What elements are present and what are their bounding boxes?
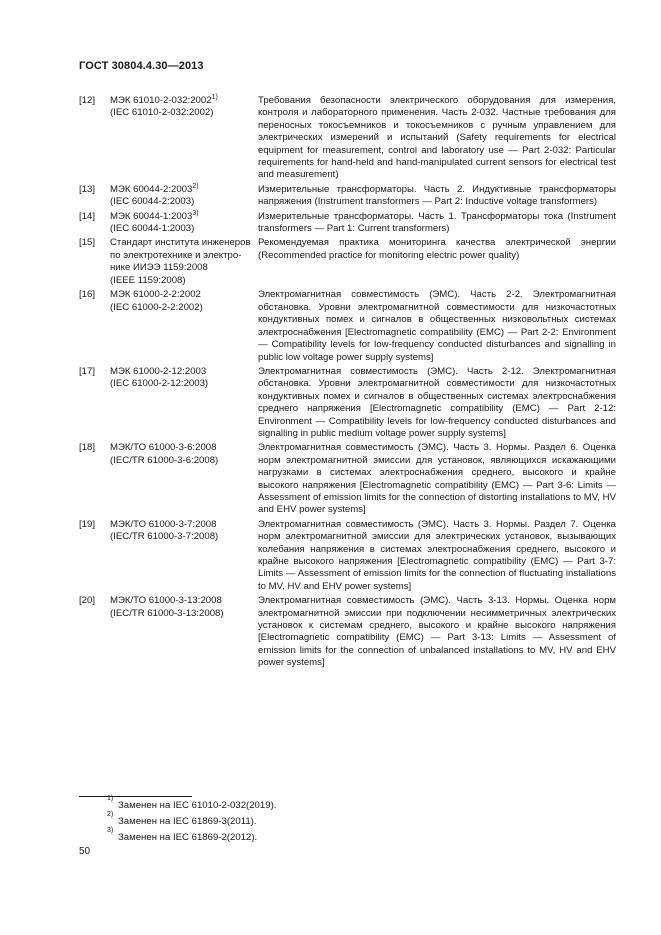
standard-line: (IEC 60044-1:2003) [110,223,195,235]
reference-entry [79,237,616,287]
reference-title: Измерительные трансформаторы. Часть 1. Трансформаторы тока (Instrument transformers — Part 1: Current transformers) [258,210,616,235]
footnote: 1) Заменен на IEC 61010-2-032(2019). [107,795,277,811]
reference-standard [110,237,254,287]
standard-line: по электротехнике и электро- [110,249,242,261]
references-list [79,95,616,672]
standard-line: МЭК 60044-2:2003$^{2)}$ [110,182,199,195]
standard-line: МЭК 61010-2-032:2002$^{1)}$ [110,94,218,106]
footnote: 2) Заменен на IEC 61869-3(2011). [107,811,257,827]
standard-line: (IEC/TR 61000-3-13:2008) [110,607,224,619]
reference-standard [110,519,254,544]
footnote: 3) Заменен на IEC 61869-2(2012). [107,827,258,843]
standard-line: (IEC/TR 61000-3-7:2008) [110,531,219,543]
reference-entry [79,95,616,182]
reference-entry [79,184,616,209]
footnote-text: Заменен на IEC 61010-2-032(2019). [118,800,277,811]
reference-number: [20] [79,595,96,607]
reference-title: Электромагнитная совместимость (ЭМС). Часть 3. Нормы. Раздел 7. Оценка норм электромагнитной эмиссии для электрических установок, вызывающих колебания напряжения в системах электроснабжения среднего, высокого и крайне высокого напряжения [Electromagnetic compatibility (EMC) — Part 3-7: Limits — Assessment of emission limits for the connection of fluctuating installations to MV, HV and EHV power systems] [258,518,616,592]
standard-line: МЭК/ТО 61000-3-6:2008 [110,442,217,454]
footnote-marker: 1) [211,94,218,101]
page-number: 50 [79,846,91,857]
reference-standard [110,184,254,209]
footnotes [79,795,579,847]
footnote-text: Заменен на IEC 61869-2(2012). [118,832,258,843]
standard-line: МЭК 61000-2-2:2002 [110,289,201,301]
standard-line: МЭК/ТО 61000-3-13:2008 [110,595,222,607]
standard-line: (IEC 61000-2-12:2003) [110,378,209,390]
reference-number: [12] [79,95,96,106]
reference-standard [110,95,254,120]
standard-line: МЭК 60044-1:2003$^{3)}$ [110,209,199,222]
standard-line: МЭК 61000-2-12:2003 [110,365,207,377]
standard-line: нике ИИЭЭ 1159:2008 [110,262,208,274]
reference-entry [79,366,616,440]
reference-title: Измерительные трансформаторы. Часть 2. Индуктивные трансформаторы напряжения (Instrument transformers — Part 2: Inductive voltage transformers) [258,183,616,208]
footnote-divider [79,796,192,797]
reference-number: [14] [79,210,96,222]
reference-number: [18] [79,442,96,454]
reference-entry [79,519,616,593]
reference-title: Электромагнитная совместимость (ЭМС). Часть 3. Нормы. Раздел 6. Оценка норм электромагнитной эмиссии для установок, являющихся искажающими нагрузками в системах электроснабжения среднего, высокого и крайне высокого напряжения [Electromagnetic compatibility (EMC) — Part 3-6: Limits — Assessment of emission limits for the connection of distorting installations to MV, HV and EHV power systems] [258,442,616,516]
reference-standard [110,289,254,314]
reference-entry [79,595,616,669]
standard-line: Стандарт института инженеров [110,237,251,249]
standard-line: (IEC 60044-2:2003) [110,196,195,208]
reference-title: Электромагнитная совместимость (ЭМС). Часть 2-2. Электромагнитная обстановка. Уровни электромагнитной совместимости для низкочастотных кондуктивных помех и сигналов в общественных низковольтных системах электроснабжения [Electromagnetic compatibility (EMC) — Part 2-2: Environment — Compatibility levels for low-frequency conducted disturbances and signalling in public low voltage power supply systems] [258,289,616,363]
reference-title: Электромагнитная совместимость (ЭМС). Часть 2-12. Электромагнитная обстановка. Уровни электромагнитной совместимости для низкочастотных кондуктивных помех и сигналов в общественных системах электроснабжения среднего напряжения [Electromagnetic compatibility (EMC) — Part 2-12: Environment — Compatibility levels for low-frequency conducted disturbances and signalling in public medium voltage power supply systems] [258,365,616,439]
reference-number: [13] [79,183,96,195]
reference-entry [79,442,616,516]
footnote-marker: 3) [192,209,199,217]
standard-line: МЭК/ТО 61000-3-7:2008 [110,518,217,530]
reference-entry [79,211,616,236]
document-header: ГОСТ 30804.4.30—2013 [79,60,204,72]
standard-line: (IEC/TR 61000-3-6:2008) [110,454,219,466]
reference-standard [110,442,254,467]
standard-line: (IEC 61000-2-2:2002) [110,301,203,313]
reference-number: [15] [79,237,96,249]
reference-standard [110,211,254,236]
standard-line: (IEC 61010-2-032:2002) [110,107,214,119]
reference-number: [17] [79,365,96,377]
reference-title: Электромагнитная совместимость (ЭМС). Часть 3-13. Нормы. Оценка норм электромагнитной эмиссии при подключении несимметричных электрических установок к системам среднего, высокого и крайне высокого напряжения [Electromagnetic compatibility (EMC) — Part 3-13: Limits — Assessment of emission limits for the connection of unbalanced installations to MV, HV and EHV power systems] [258,595,616,669]
footnote-text: Заменен на IEC 61869-3(2011). [118,816,257,827]
reference-standard [110,366,254,391]
footnote-marker: 2) [192,182,199,190]
standard-line: (IEEE 1159:2008) [110,274,186,286]
reference-title: Требования безопасности электрического оборудования для измерения, контроля и лабораторного применения. Часть 2-032. Частные требования для переносных токосъемников и токосъемников с ручным управлением для электрических измерений и испытаний (Safety requirements for electrical equipment for measurement, control and laboratory use — Part 2-032: Particular requirements for hand-held and hand-manipulated current sensors for electrical test and measurement) [258,95,616,181]
reference-title: Рекомендуемая практика мониторинга качества электрической энергии (Recommended practice for monitoring electric power quality) [258,237,616,261]
reference-entry [79,289,616,363]
reference-number: [16] [79,289,96,301]
reference-standard [110,595,254,620]
reference-number: [19] [79,518,96,530]
